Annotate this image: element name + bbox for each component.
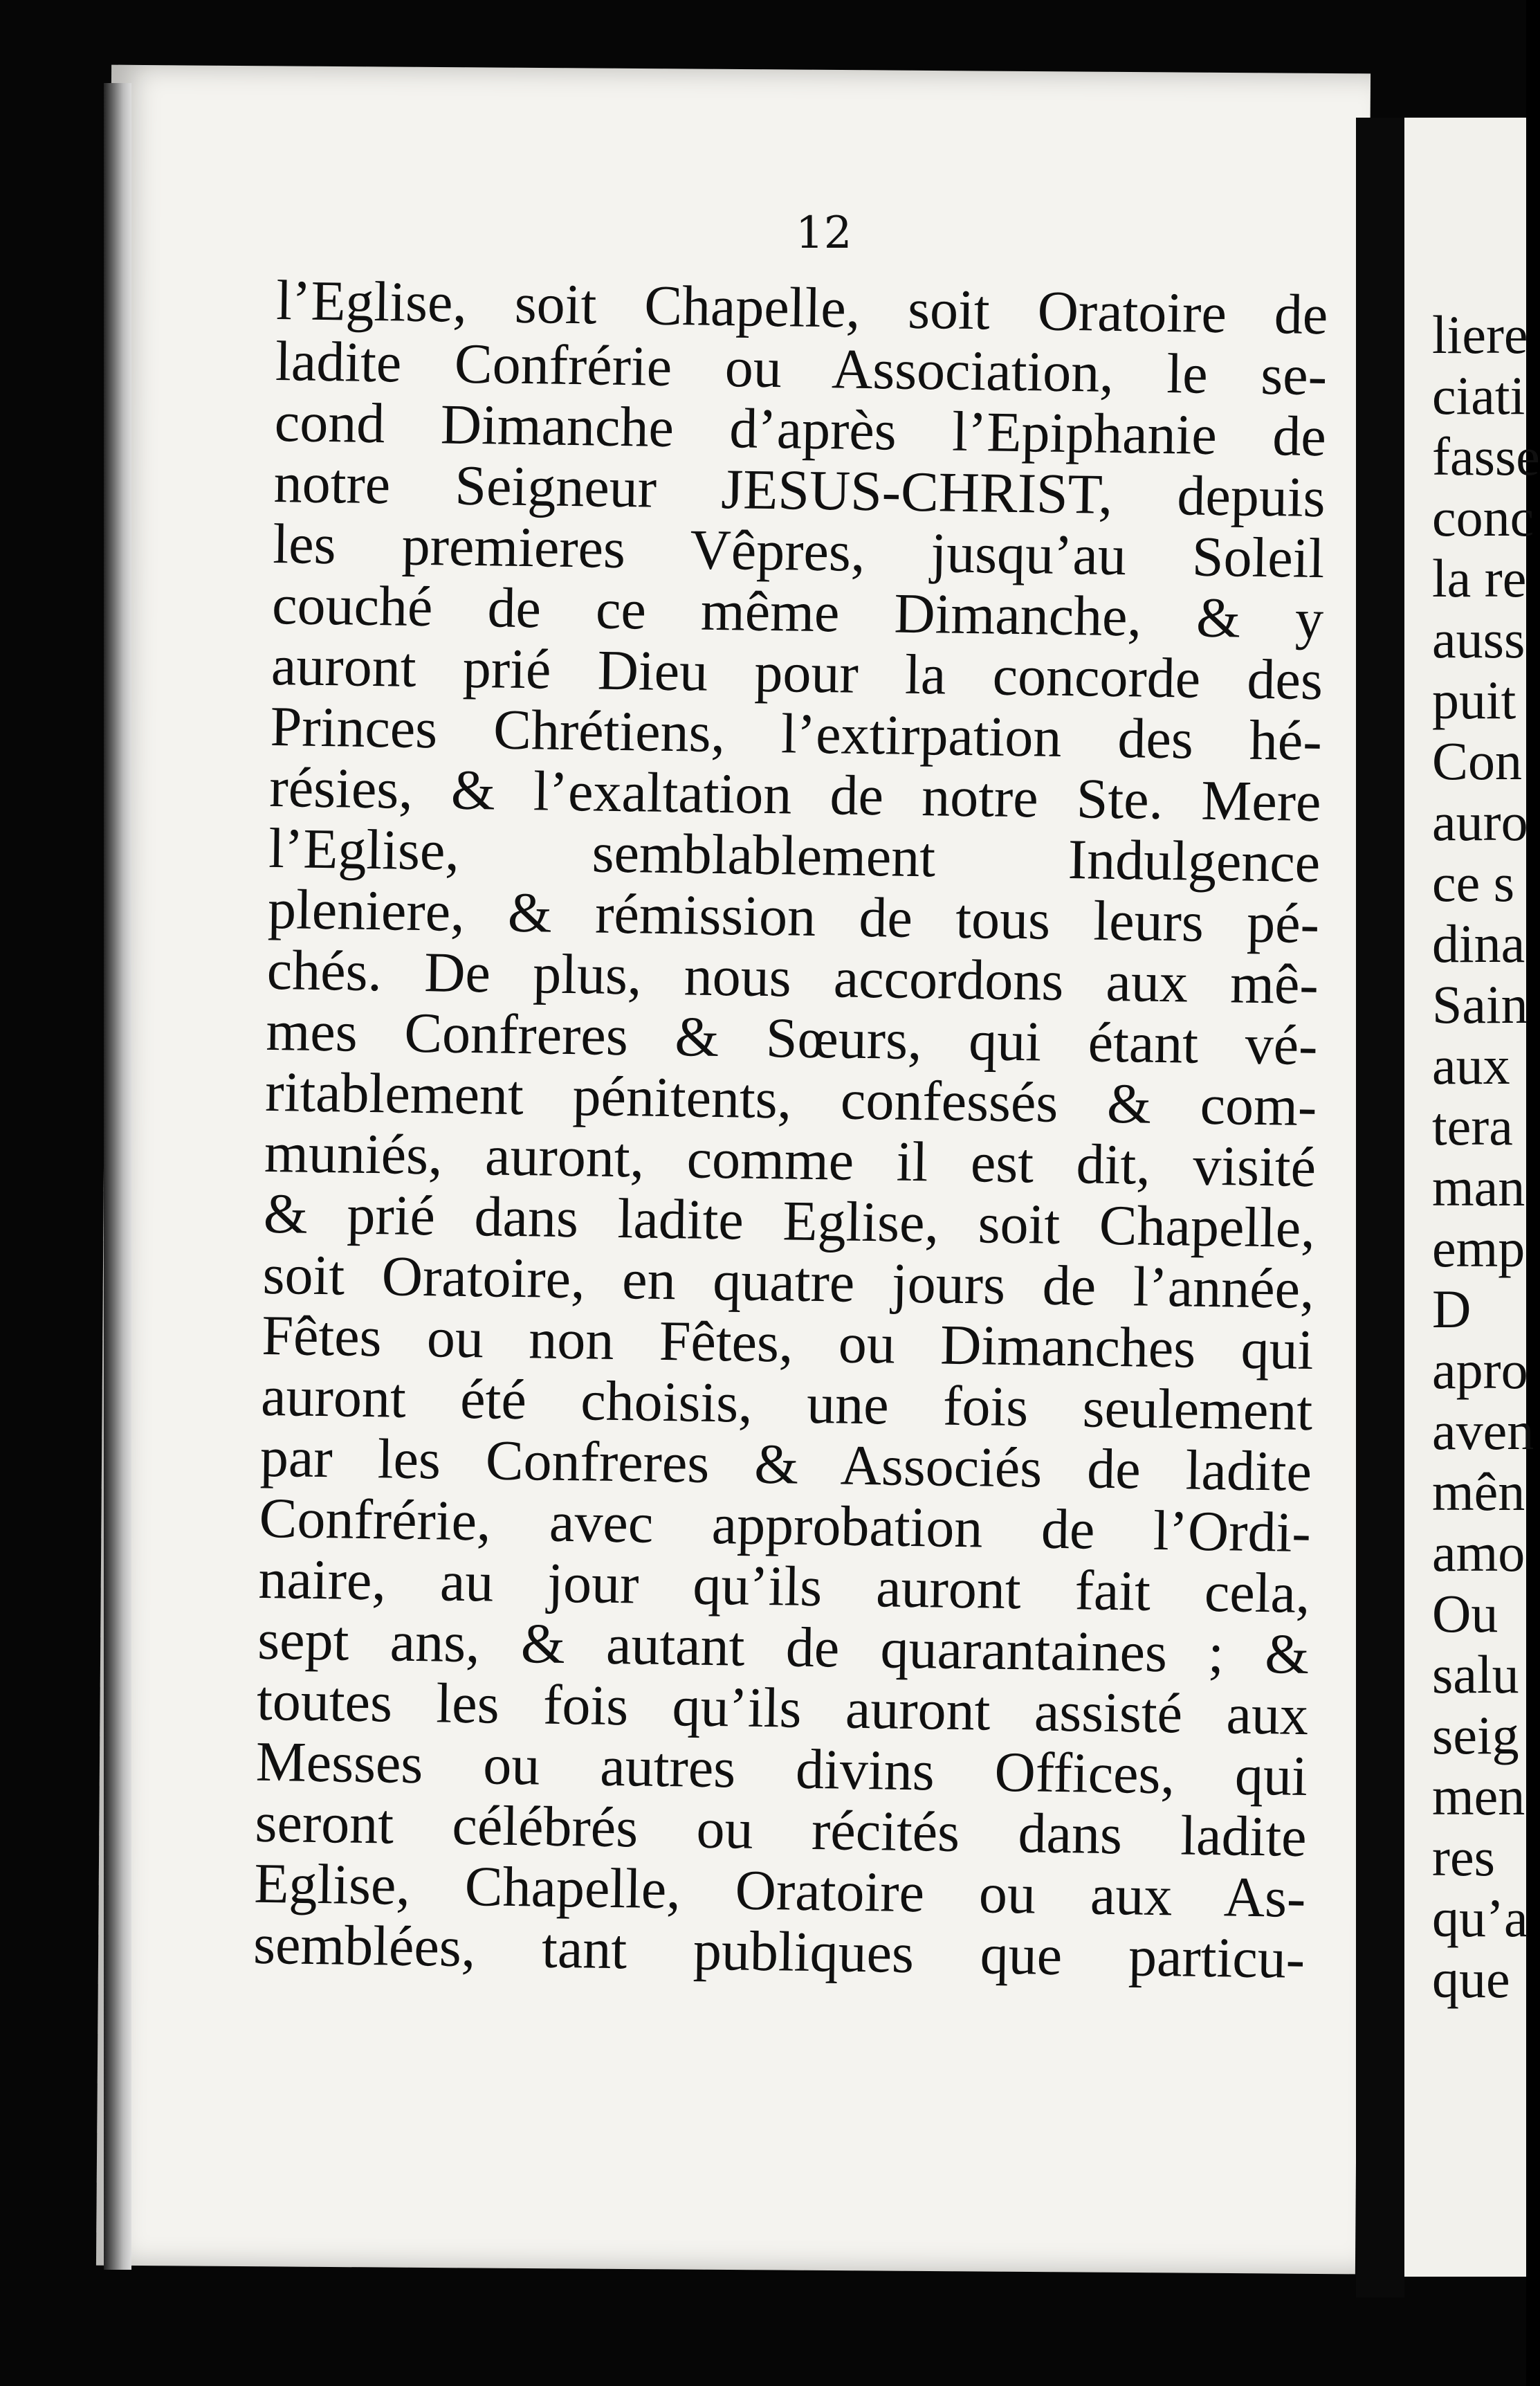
right-text-fragment: puit bbox=[1432, 670, 1516, 730]
page-number: 12 bbox=[796, 208, 852, 259]
right-text-fragment: salu bbox=[1432, 1644, 1519, 1704]
right-text-fragment: que bbox=[1432, 1949, 1510, 2009]
text-line: naire, au jour qu’ils auront fait cela, bbox=[257, 1547, 1311, 1625]
right-text-fragment: man bbox=[1432, 1157, 1525, 1217]
text-line: muniés, auront, comme il est dit, visité bbox=[264, 1120, 1317, 1199]
right-text-fragment: aux bbox=[1432, 1035, 1510, 1095]
text-line: semblées, tant publiques que particu- bbox=[253, 1912, 1305, 1990]
text-line: par les Confreres & Associés de ladite bbox=[259, 1425, 1312, 1504]
right-text-fragment: liere bbox=[1432, 304, 1528, 365]
text-line: sept ans, & autant de quarantaines ; & bbox=[257, 1608, 1310, 1686]
right-text-fragment: tera bbox=[1432, 1096, 1513, 1156]
text-line: les premieres Vêpres, jusqu’au Soleil bbox=[272, 511, 1325, 590]
right-text-fragment: ce s bbox=[1432, 853, 1515, 913]
text-line: soit Oratoire, en quatre jours de l’année, bbox=[262, 1242, 1315, 1321]
page-edge bbox=[104, 83, 131, 2270]
right-text-fragment: ciati bbox=[1432, 365, 1525, 426]
right-text-fragment: amo bbox=[1432, 1522, 1525, 1583]
right-text-fragment: fasse bbox=[1432, 426, 1540, 486]
text-line: Princes Chrétiens, l’extirpation des hé- bbox=[270, 694, 1323, 773]
text-line: seront célébrés ou récités dans ladite bbox=[255, 1790, 1308, 1868]
text-line: toutes les fois qu’ils auront assisté aux bbox=[256, 1668, 1309, 1747]
text-line: pleniere, & rémission de tous leurs pé- bbox=[267, 877, 1320, 956]
right-text-fragment: la re bbox=[1432, 548, 1527, 608]
right-page-text bbox=[1432, 304, 1540, 2010]
right-text-fragment: res bbox=[1432, 1827, 1495, 1887]
right-text-fragment: men bbox=[1432, 1766, 1525, 1826]
right-text-fragment: dina bbox=[1432, 913, 1525, 974]
text-line: résies, & l’exaltation de notre Ste. Mere bbox=[268, 755, 1322, 834]
right-text-fragment: Ou bbox=[1432, 1583, 1498, 1643]
right-text-fragment: seig bbox=[1432, 1705, 1519, 1765]
text-line: & prié dans ladite Eglise, soit Chapelle, bbox=[263, 1181, 1316, 1260]
right-text-fragment: conc bbox=[1432, 487, 1534, 547]
book-gutter bbox=[1356, 118, 1404, 2297]
text-line: mes Confreres & Sœurs, qui étant vé- bbox=[266, 999, 1319, 1077]
right-text-fragment: D bbox=[1432, 1279, 1472, 1339]
text-line: Confrérie, avec approbation de l’Ordi- bbox=[259, 1486, 1312, 1565]
text-line: couché de ce même Dimanche, & y bbox=[271, 572, 1324, 651]
right-text-fragment: apro bbox=[1432, 1340, 1528, 1400]
right-text-fragment: aven bbox=[1432, 1401, 1534, 1461]
text-line: ladite Confrérie ou Association, le se- bbox=[275, 329, 1328, 408]
right-text-fragment: Con bbox=[1432, 731, 1523, 791]
right-text-fragment: auro bbox=[1432, 792, 1528, 852]
text-line: auront été choisis, une fois seulement bbox=[260, 1364, 1313, 1443]
text-line: chés. De plus, nous accordons aux mê- bbox=[266, 938, 1319, 1017]
text-line: l’Eglise, soit Chapelle, soit Oratoire de bbox=[275, 268, 1328, 347]
right-text-fragment: Sain bbox=[1432, 974, 1528, 1035]
text-line: notre Seigneur JESUS-CHRIST, depuis bbox=[273, 450, 1326, 529]
right-text-fragment: mên bbox=[1432, 1461, 1525, 1522]
right-text-fragment: auss bbox=[1432, 609, 1525, 669]
text-line: l’Eglise, semblablement Indulgence bbox=[268, 816, 1321, 895]
text-line: auront prié Dieu pour la concorde des bbox=[271, 633, 1323, 712]
text-line: Eglise, Chapelle, Oratoire ou aux As- bbox=[253, 1851, 1306, 1929]
text-line: ritablement pénitents, confessés & com- bbox=[264, 1059, 1317, 1138]
text-line: Fêtes ou non Fêtes, ou Dimanches qui bbox=[261, 1303, 1314, 1382]
text-line: cond Dimanche d’après l’Epiphanie de bbox=[274, 390, 1327, 468]
body-text bbox=[253, 270, 1328, 1989]
text-line: Messes ou autres divins Offices, qui bbox=[255, 1729, 1308, 1808]
right-text-fragment: emp bbox=[1432, 1218, 1525, 1278]
right-text-fragment: qu’a bbox=[1432, 1888, 1528, 1948]
